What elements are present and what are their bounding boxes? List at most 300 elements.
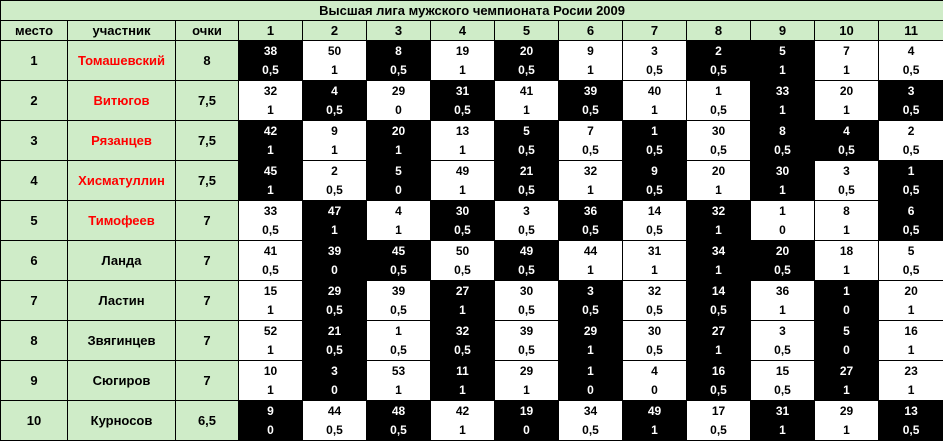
game-result: 1 [267,142,274,157]
game-result: 1 [587,262,594,277]
player-name: Витюгов [68,81,176,121]
opponent-number: 8 [395,43,402,58]
game-result: 0,5 [518,342,535,357]
player-place: 7 [1,281,68,321]
opponent-number: 4 [331,83,338,98]
game-result: 0,5 [838,142,855,157]
game-result: 0,5 [710,142,727,157]
header-round: 8 [687,21,751,41]
header-round: 6 [559,21,623,41]
opponent-number: 9 [651,163,658,178]
round-cell [879,81,943,121]
round-cell [879,361,943,401]
opponent-number: 17 [711,403,726,418]
opponent-number: 3 [523,203,530,218]
round-cell [815,201,879,241]
round-cell [239,41,303,81]
game-result: 0,5 [454,102,471,117]
opponent-number: 3 [843,163,850,178]
game-result: 0,5 [390,342,407,357]
round-cell [431,41,495,81]
round-cell [879,401,943,441]
player-place: 2 [1,81,68,121]
round-cell [815,41,879,81]
opponent-number: 1 [715,83,722,98]
game-result: 0,5 [774,142,791,157]
round-cell [559,321,623,361]
game-result: 1 [267,182,274,197]
opponent-number: 42 [455,403,470,418]
opponent-number: 49 [647,403,662,418]
player-name: Хисматуллин [68,161,176,201]
game-result: 0,5 [518,262,535,277]
game-result: 1 [459,302,466,317]
player-place: 5 [1,201,68,241]
opponent-number: 18 [839,243,854,258]
round-cell [623,81,687,121]
opponent-number: 30 [647,323,662,338]
round-cell [367,201,431,241]
opponent-number: 14 [647,203,662,218]
round-cell [623,361,687,401]
table-row [1,121,943,161]
opponent-number: 2 [715,43,722,58]
game-result: 0,5 [902,262,920,277]
round-cell [239,81,303,121]
round-cell [431,321,495,361]
opponent-number: 39 [391,283,406,298]
round-cell [687,361,751,401]
opponent-number: 4 [843,123,850,138]
opponent-number: 1 [843,283,850,298]
opponent-number: 6 [907,203,915,218]
round-cell [687,321,751,361]
game-result: 0,5 [646,222,663,237]
round-cell [495,161,559,201]
header-points: очки [176,21,239,41]
game-result: 0,5 [646,342,663,357]
opponent-number: 19 [519,403,534,418]
round-cell [239,321,303,361]
round-cell [815,241,879,281]
opponent-number: 5 [395,163,402,178]
player-points: 7 [176,321,239,361]
round-cell [879,121,943,161]
round-cell [303,121,367,161]
opponent-number: 41 [263,243,278,258]
round-cell [559,241,623,281]
opponent-number: 32 [455,323,470,338]
opponent-number: 39 [519,323,534,338]
game-result: 1 [651,262,658,277]
round-cell [559,361,623,401]
round-cell [815,161,879,201]
opponent-number: 1 [651,123,658,138]
game-result: 0,5 [774,262,791,277]
opponent-number: 32 [583,163,598,178]
opponent-number: 1 [587,363,594,378]
round-cell [431,361,495,401]
game-result: 0,5 [326,102,343,117]
opponent-number: 32 [711,203,726,218]
round-cell [623,281,687,321]
opponent-number: 15 [775,363,790,378]
game-result: 0,5 [902,422,920,437]
round-cell [367,81,431,121]
game-result: 0,5 [902,62,920,77]
game-result: 1 [715,222,722,237]
game-result: 0,5 [646,302,663,317]
round-cell [751,161,815,201]
table-row [1,81,943,121]
title-row [1,1,943,21]
round-cell [623,241,687,281]
round-cell [431,121,495,161]
round-cell [303,401,367,441]
opponent-number: 39 [327,243,342,258]
game-result: 0,5 [774,382,791,397]
opponent-number: 2 [331,163,338,178]
game-result: 0,5 [518,302,535,317]
game-result: 0,5 [454,262,471,277]
game-result: 1 [843,382,850,397]
game-result: 1 [715,262,722,277]
opponent-number: 5 [779,43,786,58]
game-result: 1 [843,222,850,237]
player-name: Рязанцев [68,121,176,161]
opponent-number: 5 [907,243,915,258]
opponent-number: 50 [327,43,342,58]
table-row [1,321,943,361]
header-round: 11 [879,21,943,41]
game-result: 1 [779,182,786,197]
opponent-number: 39 [583,83,598,98]
opponent-number: 34 [711,243,726,258]
game-result: 0 [331,262,338,277]
game-result: 1 [331,142,338,157]
game-result: 0 [395,102,402,117]
opponent-number: 16 [904,323,918,338]
game-result: 0,5 [326,182,343,197]
opponent-number: 7 [587,123,594,138]
game-result: 1 [459,422,466,437]
round-cell [879,281,943,321]
opponent-number: 8 [843,203,850,218]
opponent-number: 13 [904,403,918,418]
game-result: 0 [267,422,274,437]
game-result: 0,5 [582,222,599,237]
round-cell [495,41,559,81]
header-round: 10 [815,21,879,41]
game-result: 1 [267,342,274,357]
game-result: 1 [267,302,274,317]
game-result: 0,5 [518,222,535,237]
game-result: 0 [395,182,402,197]
player-points: 7,5 [176,81,239,121]
game-result: 0,5 [390,302,407,317]
round-cell [495,81,559,121]
game-result: 1 [907,342,915,357]
game-result: 0 [779,222,786,237]
round-cell [815,361,879,401]
header-round: 4 [431,21,495,41]
player-place: 3 [1,121,68,161]
round-cell [559,201,623,241]
header-round: 7 [623,21,687,41]
round-cell [879,321,943,361]
player-points: 7 [176,241,239,281]
game-result: 0,5 [582,102,599,117]
game-result: 0,5 [774,342,791,357]
opponent-number: 5 [843,323,850,338]
game-result: 1 [651,422,658,437]
opponent-number: 45 [391,243,406,258]
game-result: 0,5 [454,342,471,357]
opponent-number: 48 [391,403,406,418]
round-cell [367,281,431,321]
opponent-number: 4 [395,203,402,218]
game-result: 0 [651,382,658,397]
opponent-number: 21 [519,163,534,178]
round-cell [239,241,303,281]
round-cell [367,121,431,161]
round-cell [815,281,879,321]
round-cell [559,121,623,161]
game-result: 1 [459,142,466,157]
opponent-number: 53 [391,363,406,378]
opponent-number: 33 [775,83,790,98]
round-cell [367,241,431,281]
round-cell [751,41,815,81]
game-result: 0,5 [902,182,920,197]
round-cell [239,401,303,441]
player-points: 7,5 [176,121,239,161]
game-result: 0,5 [582,142,599,157]
opponent-number: 30 [711,123,726,138]
game-result: 0,5 [326,422,343,437]
round-cell [239,281,303,321]
round-cell [495,241,559,281]
player-points: 8 [176,41,239,81]
game-result: 0,5 [326,302,343,317]
round-cell [495,201,559,241]
round-cell [751,81,815,121]
game-result: 1 [907,302,915,317]
round-cell [623,201,687,241]
table-row [1,41,943,81]
opponent-number: 16 [711,363,726,378]
player-name: Курносов [68,401,176,441]
opponent-number: 1 [907,163,915,178]
opponent-number: 30 [775,163,790,178]
opponent-number: 49 [455,163,470,178]
game-result: 0 [843,342,850,357]
game-result: 1 [843,62,850,77]
round-cell [751,281,815,321]
game-result: 0,5 [582,422,599,437]
opponent-number: 2 [907,123,915,138]
round-cell [559,281,623,321]
game-result: 1 [267,382,274,397]
round-cell [879,161,943,201]
round-cell [687,41,751,81]
opponent-number: 49 [519,243,534,258]
round-cell [431,201,495,241]
game-result: 0,5 [390,262,407,277]
game-result: 0,5 [710,422,727,437]
game-result: 1 [395,142,402,157]
game-result: 1 [715,182,722,197]
opponent-number: 13 [455,123,470,138]
opponent-number: 9 [587,43,594,58]
table-row [1,401,943,441]
header-round: 9 [751,21,815,41]
round-cell [687,401,751,441]
round-cell [367,361,431,401]
game-result: 0,5 [646,182,663,197]
opponent-number: 20 [711,163,726,178]
game-result: 1 [331,62,338,77]
opponent-number: 9 [267,403,274,418]
game-result: 1 [587,342,594,357]
game-result: 0 [843,302,850,317]
game-result: 1 [459,382,466,397]
opponent-number: 33 [263,203,278,218]
opponent-number: 3 [779,323,786,338]
round-cell [303,321,367,361]
game-result: 0,5 [902,222,920,237]
header-row [1,21,943,41]
round-cell [815,321,879,361]
game-result: 0,5 [710,302,727,317]
opponent-number: 41 [519,83,534,98]
round-cell [623,121,687,161]
game-result: 1 [715,342,722,357]
header-round: 1 [239,21,303,41]
game-result: 0,5 [390,422,407,437]
opponent-number: 31 [775,403,790,418]
round-cell [559,161,623,201]
player-name: Ластин [68,281,176,321]
round-cell [751,241,815,281]
opponent-number: 10 [263,363,278,378]
round-cell [303,161,367,201]
game-result: 0,5 [902,102,920,117]
round-cell [495,121,559,161]
game-result: 1 [459,182,466,197]
game-result: 0,5 [326,342,343,357]
opponent-number: 4 [907,43,915,58]
opponent-number: 19 [455,43,470,58]
game-result: 1 [843,422,850,437]
round-cell [687,241,751,281]
round-cell [431,281,495,321]
round-cell [879,241,943,281]
opponent-number: 9 [331,123,338,138]
game-result: 0,5 [262,62,279,77]
opponent-number: 29 [391,83,406,98]
game-result: 0,5 [582,302,599,317]
opponent-number: 27 [455,283,470,298]
player-points: 7 [176,201,239,241]
game-result: 0,5 [710,382,727,397]
player-place: 1 [1,41,68,81]
game-result: 1 [267,102,274,117]
header-round: 2 [303,21,367,41]
opponent-number: 3 [587,283,594,298]
player-name: Томашевский [68,41,176,81]
round-cell [815,401,879,441]
game-result: 1 [395,382,402,397]
opponent-number: 29 [519,363,534,378]
opponent-number: 29 [583,323,598,338]
opponent-number: 31 [455,83,470,98]
round-cell [687,201,751,241]
player-name: Тимофеев [68,201,176,241]
opponent-number: 3 [907,83,915,98]
player-place: 10 [1,401,68,441]
round-cell [751,401,815,441]
player-points: 7 [176,361,239,401]
round-cell [623,401,687,441]
opponent-number: 20 [839,83,854,98]
opponent-number: 1 [779,203,786,218]
round-cell [751,361,815,401]
header-place: место [1,21,68,41]
player-points: 7 [176,281,239,321]
round-cell [879,41,943,81]
round-cell [687,161,751,201]
opponent-number: 42 [263,123,278,138]
round-cell [751,201,815,241]
table-row [1,201,943,241]
game-result: 0,5 [710,62,727,77]
round-cell [239,161,303,201]
opponent-number: 52 [263,323,278,338]
round-cell [431,401,495,441]
opponent-number: 5 [523,123,530,138]
game-result: 1 [779,62,786,77]
game-result: 1 [779,302,786,317]
table-row [1,241,943,281]
opponent-number: 20 [519,43,534,58]
opponent-number: 40 [647,83,662,98]
table-row [1,161,943,201]
opponent-number: 21 [327,323,342,338]
opponent-number: 7 [843,43,850,58]
game-result: 1 [651,102,658,117]
header-round: 5 [495,21,559,41]
round-cell [303,201,367,241]
opponent-number: 50 [455,243,470,258]
opponent-number: 27 [711,323,726,338]
game-result: 0 [523,422,530,437]
round-cell [367,321,431,361]
opponent-number: 36 [775,283,790,298]
opponent-number: 4 [651,363,658,378]
round-cell [367,401,431,441]
opponent-number: 15 [263,283,278,298]
opponent-number: 14 [711,283,726,298]
opponent-number: 23 [904,363,918,378]
player-points: 7,5 [176,161,239,201]
round-cell [815,121,879,161]
round-cell [623,321,687,361]
game-result: 1 [523,382,530,397]
game-result: 1 [779,422,786,437]
round-cell [303,81,367,121]
game-result: 1 [843,262,850,277]
